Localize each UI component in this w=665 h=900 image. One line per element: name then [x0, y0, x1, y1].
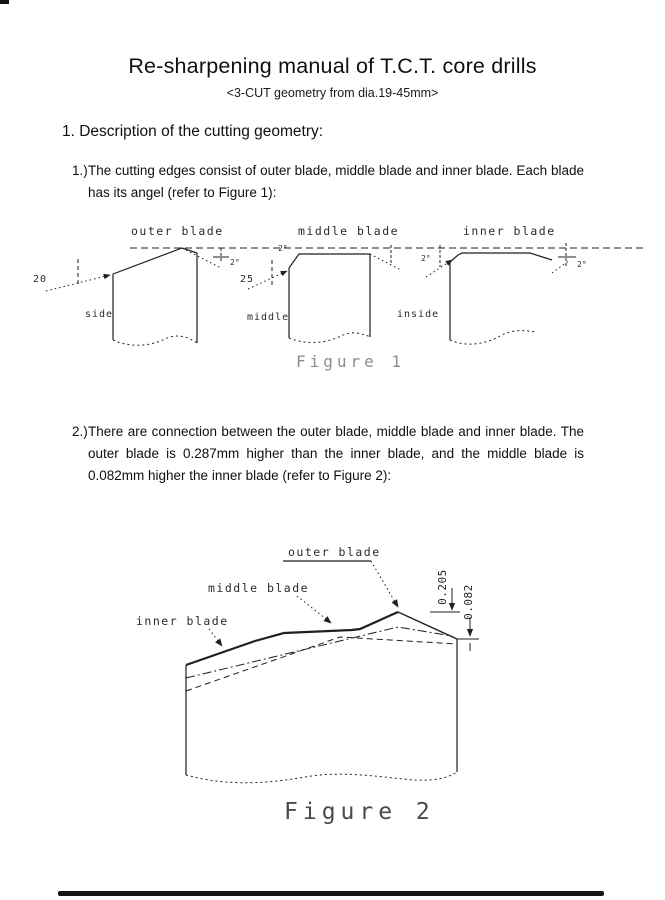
fig2-dim-outer-height: 0.205 [436, 569, 449, 605]
section-heading: 1. Description of the cutting geometry: [62, 123, 324, 140]
fig1-inner-blade-shape [426, 243, 576, 344]
fig2-drill-profile [186, 612, 457, 783]
fig1-outer-face-label: side [85, 309, 114, 320]
fig1-middle-face-label: middle [247, 312, 290, 323]
figure-2-drawing [0, 535, 665, 835]
fig1-relief-angle-a: 2° [230, 258, 240, 267]
figure-1-drawing [0, 215, 665, 387]
fig1-outer-angle: 20 [33, 274, 48, 285]
list-item-1 [72, 160, 584, 204]
fig1-outer-blade-shape [46, 248, 229, 345]
fig2-outer-blade-label: outer blade [288, 545, 381, 559]
list-item-2 [72, 421, 584, 487]
fig2-dim-middle-height: 0.082 [462, 584, 475, 620]
list-item-2-text: There are connection between the outer blade, middle blade and inner blade. The outer blade is 0.287mm higher than the inner blade, and the middle blade is 0.082mm higher the inner blade (refer to Figure 2): [88, 423, 584, 483]
list-item-2-number: 2.) [72, 423, 88, 439]
fig2-middle-blade-label: middle blade [208, 581, 310, 595]
fig1-inner-blade-label: inner blade [463, 224, 556, 238]
figure-2-caption: Figure 2 [284, 799, 435, 825]
fig1-middle-blade-shape [248, 245, 401, 342]
scan-artifact-speck [0, 0, 9, 4]
fig1-outer-blade-label: outer blade [131, 224, 224, 238]
fig2-inner-leader [209, 629, 222, 646]
fig1-middle-blade-label: middle blade [298, 224, 400, 238]
fig1-middle-angle: 25 [240, 274, 255, 285]
fig2-outer-leader [371, 561, 398, 607]
fig1-relief-angle-b: 2° [278, 244, 288, 253]
list-item-1-number: 1.) [72, 162, 88, 178]
fig2-middle-leader [297, 596, 331, 623]
fig1-relief-angle-d: 2° [577, 260, 587, 269]
list-item-1-text: The cutting edges consist of outer blade, middle blade and inner blade. Each blade has its angel (refer to Figure 1): [88, 162, 584, 200]
figure-1-caption: Figure 1 [296, 352, 406, 371]
fig2-inner-blade-label: inner blade [136, 614, 229, 628]
fig1-relief-angle-c: 2° [421, 254, 431, 263]
fig1-inner-face-label: inside [397, 309, 440, 320]
scan-artifact-line [58, 891, 604, 896]
page-subtitle: <3-CUT geometry from dia.19-45mm> [226, 86, 439, 100]
page-title: Re-sharpening manual of T.C.T. core drills [128, 54, 537, 78]
